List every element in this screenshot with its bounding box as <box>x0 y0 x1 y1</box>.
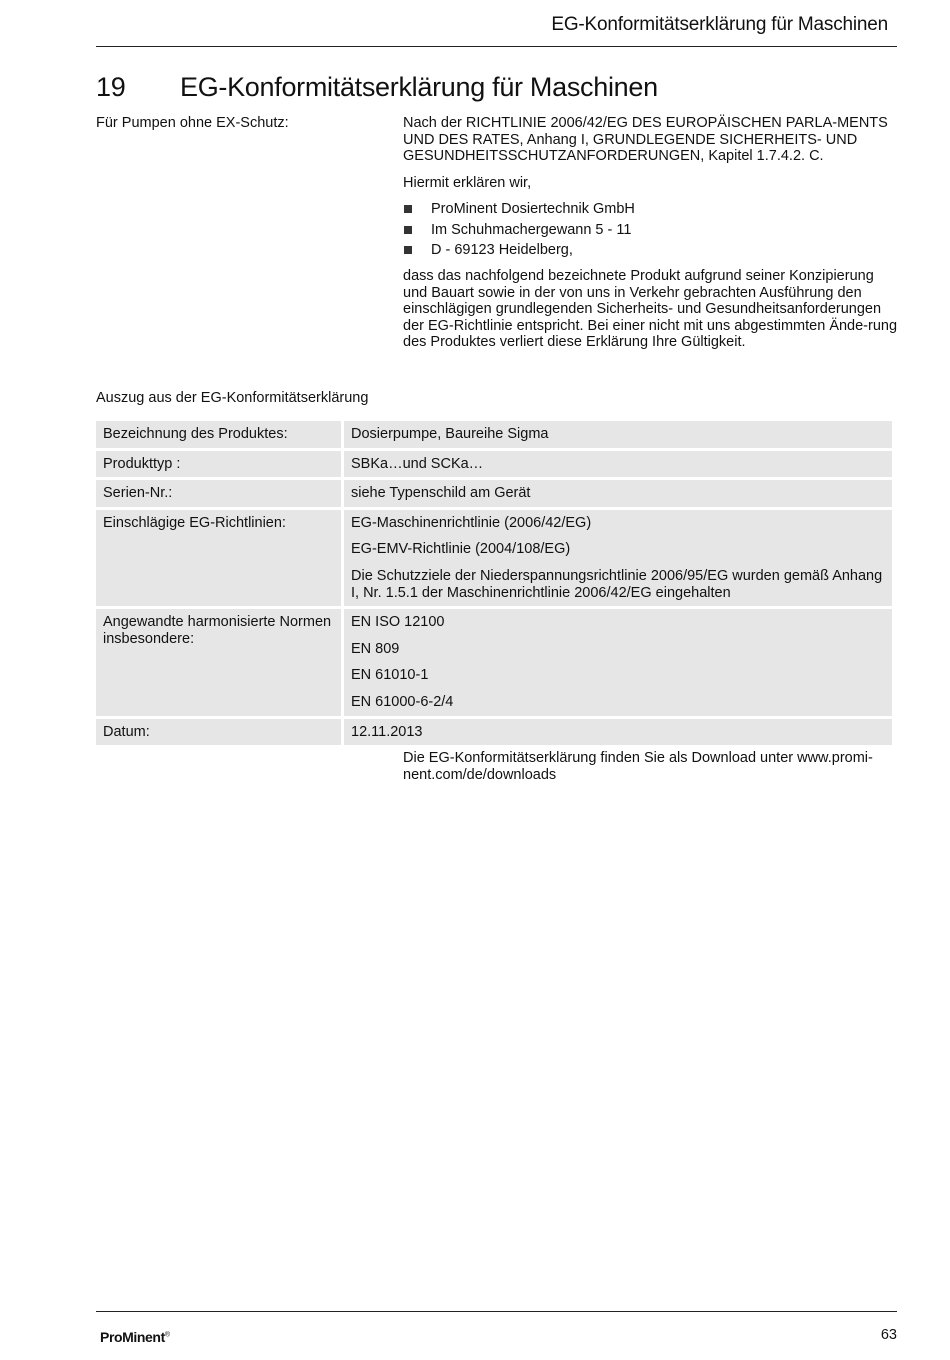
declaration-table <box>93 418 895 748</box>
table-row <box>96 510 892 606</box>
list-item <box>403 222 899 243</box>
row-value <box>344 451 892 478</box>
chapter-title: EG-Konformitätserklärung für Maschinen <box>180 72 658 102</box>
value-line: EN 61000-6-2/4 <box>351 693 454 710</box>
row-value <box>344 421 892 448</box>
footer-rule <box>96 1311 897 1312</box>
row-value <box>344 510 892 606</box>
hiermit-paragraph <box>403 175 899 192</box>
table-row <box>96 451 892 478</box>
directive-paragraph <box>403 115 899 165</box>
row-label: Einschlägige EG-Richtlinien: <box>96 510 341 606</box>
row-value <box>344 480 892 507</box>
list-item <box>403 242 899 263</box>
chapter-number: 19 <box>96 72 126 102</box>
value-line: EN 809 <box>351 640 400 657</box>
row-label: Produkttyp : <box>96 451 341 478</box>
value-line: Die Schutzziele der Niederspannungsrichtlinie 2006/95/EG wurden gemäß Anhang I, Nr. 1.5.1 der Maschinenrichtlinie 2006/42/EG eingehalten <box>351 567 883 601</box>
declaration-text: dass das nachfolgend bezeichnete Produkt aufgrund seiner Konzipierung und Bauart sowie in der von uns in Verkehr gebrachten Ausführung den einschlägigen grundlegenden Sicherheits- und Gesundheitsanforderungen der EG-Richtlinie entspricht. Bei einer nicht mit uns abgestimmten Ände-rung des Produktes verliert diese Erklärung Ihre Gültigkeit. <box>403 268 898 351</box>
value-line: EN ISO 12100 <box>351 614 445 631</box>
value-line: EN 61010-1 <box>351 667 429 684</box>
running-header-title: EG-Konformitätserklärung für Maschinen <box>551 14 888 35</box>
table-row <box>96 480 892 507</box>
value-line: SBKa…und SCKa… <box>351 455 484 472</box>
list-item <box>403 201 899 222</box>
bullet-square-icon <box>404 205 412 213</box>
chapter-heading <box>96 72 897 103</box>
value-line: Dosierpumpe, Baureihe Sigma <box>351 426 549 442</box>
row-label: Bezeichnung des Produktes: <box>96 421 341 448</box>
address-line: D - 69123 Heidelberg, <box>431 242 573 258</box>
logo-text: ProMinent <box>100 1329 165 1345</box>
registered-mark: ® <box>164 1331 170 1339</box>
download-text: Die EG-Konformitätserklärung finden Sie als Download unter www.promi-nent.com/de/downloads <box>403 750 873 783</box>
address-line: Im Schuhmachergewann 5 - 11 <box>431 221 632 238</box>
download-note <box>403 750 899 783</box>
row-label: Angewandte harmonisierte Normen insbesondere: <box>96 609 341 715</box>
row-value <box>344 719 892 746</box>
table-row <box>96 421 892 448</box>
row-label: Serien-Nr.: <box>96 480 341 507</box>
directive-text: Nach der RICHTLINIE 2006/42/EG DES EUROPÄISCHEN PARLA-MENTS UND DES RATES, Anhang I, GRUNDLEGENDE SICHERHEITS- UND GESUNDHEITSSCHUTZANFORDERUNGEN, Kapitel 1.7.4.2. C. <box>403 115 888 165</box>
value-line: EG-EMV-Richtlinie (2004/108/EG) <box>351 541 571 558</box>
bullet-square-icon <box>404 226 412 234</box>
prominent-logo <box>100 1329 170 1345</box>
bullet-square-icon <box>404 246 412 254</box>
table-row <box>96 609 892 715</box>
table-row <box>96 719 892 746</box>
excerpt-heading: Auszug aus der EG-Konformitätserklärung <box>96 390 369 406</box>
value-line: EG-Maschinenrichtlinie (2006/42/EG) <box>351 514 592 531</box>
row-value <box>344 609 892 715</box>
hiermit-text: Hiermit erklären wir, <box>403 175 532 191</box>
value-line: 12.11.2013 <box>351 723 423 740</box>
value-line: siehe Typenschild am Gerät <box>351 485 531 502</box>
address-list <box>403 201 899 263</box>
address-line: ProMinent Dosiertechnik GmbH <box>431 201 635 217</box>
side-label-ex-schutz: Für Pumpen ohne EX-Schutz: <box>96 115 289 131</box>
row-label: Datum: <box>96 719 341 746</box>
declaration-paragraph <box>403 268 899 351</box>
page-number: 63 <box>880 1327 897 1343</box>
header-rule <box>96 46 897 47</box>
